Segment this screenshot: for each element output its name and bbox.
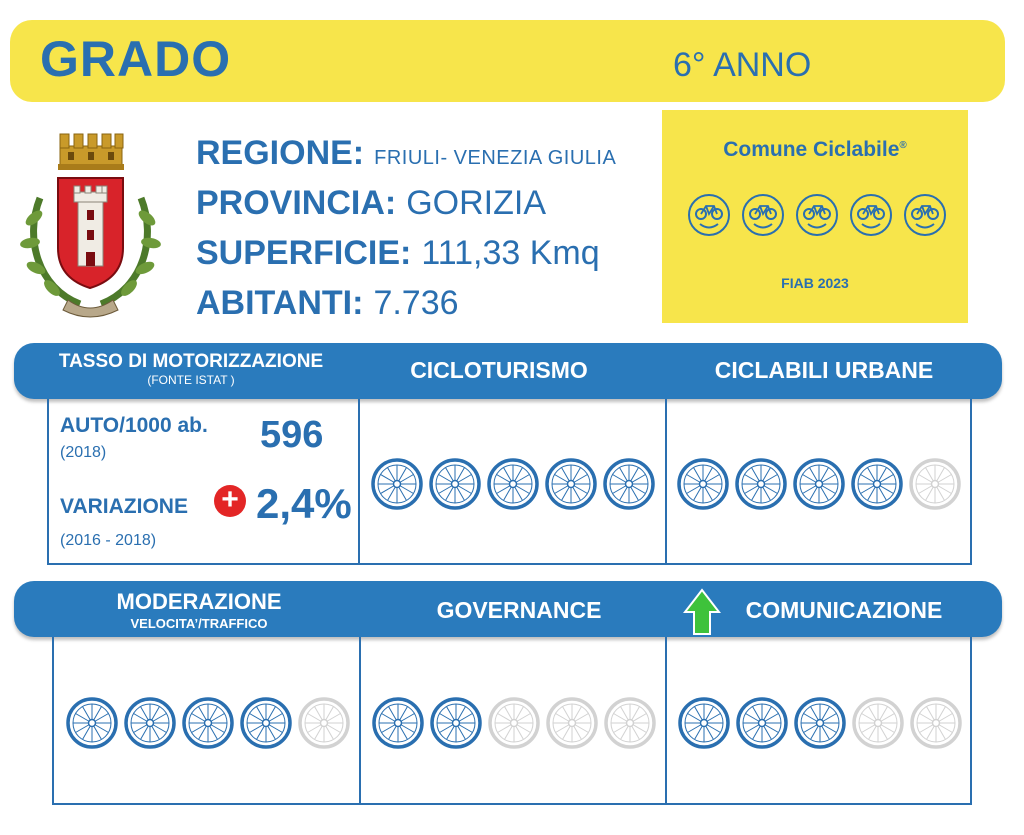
divider: [665, 399, 667, 563]
wheel-filled-icon: [793, 696, 847, 750]
wheel-filled-icon: [734, 457, 788, 511]
rating-moderazione: [65, 696, 355, 750]
info-provincia: [196, 184, 616, 234]
wheel-empty-icon: [603, 696, 657, 750]
regione-label: REGIONE:: [196, 134, 365, 172]
wheel-filled-icon: [65, 696, 119, 750]
superficie-value: 111,33 Kmq: [421, 234, 600, 272]
rating-ciclabili-urbane: [676, 457, 966, 511]
header-bar: [10, 20, 1005, 102]
smiling-bike-icon: [686, 192, 732, 238]
provincia-value: GORIZIA: [406, 184, 547, 222]
wheel-empty-icon: [851, 696, 905, 750]
abitanti-value: 7.736: [373, 284, 459, 322]
info-superficie: [196, 234, 616, 284]
auto-label: AUTO/1000 ab.: [60, 414, 208, 437]
wheel-filled-icon: [239, 696, 293, 750]
tasso-subtitle: (FONTE ISTAT ): [147, 373, 235, 387]
coat-of-arms-icon: [18, 128, 163, 323]
section2-header: [14, 581, 1002, 637]
auto-year: (2018): [60, 444, 107, 461]
wheel-filled-icon: [371, 696, 425, 750]
wheel-filled-icon: [544, 457, 598, 511]
town-info: [196, 134, 616, 334]
wheel-filled-icon: [792, 457, 846, 511]
divider: [665, 637, 667, 803]
ciclabili-title: CICLABILI URBANE: [714, 357, 934, 383]
badge-title: [662, 138, 968, 162]
trend-up-arrow-icon: [683, 588, 721, 636]
variazione-years: (2016 - 2018): [60, 532, 157, 549]
rating-cicloturismo: [370, 457, 660, 511]
wheel-filled-icon: [486, 457, 540, 511]
moderazione-subtitle: VELOCITA’/TRAFFICO: [130, 616, 268, 631]
cicloturismo-title: CICLOTURISMO: [410, 357, 588, 383]
variazione-value: 2,4%: [256, 480, 352, 527]
regione-value: FRIULI- VENEZIA GIULIA: [374, 147, 617, 169]
smiling-bike-icon: [740, 192, 786, 238]
badge-bike-icons: [686, 192, 948, 238]
badge-footer: FIAB 2023: [781, 275, 849, 291]
info-abitanti: [196, 284, 616, 334]
wheel-filled-icon: [370, 457, 424, 511]
comune-ciclabile-badge: [662, 110, 968, 323]
tasso-title: TASSO DI MOTORIZZAZIONE: [58, 351, 324, 372]
comunicazione-title: COMUNICAZIONE: [745, 597, 943, 623]
wheel-empty-icon: [908, 457, 962, 511]
variazione-label: VARIAZIONE: [60, 495, 188, 518]
plus-icon: +: [214, 485, 246, 517]
wheel-empty-icon: [487, 696, 541, 750]
wheel-filled-icon: [735, 696, 789, 750]
smiling-bike-icon: [794, 192, 840, 238]
abitanti-label: ABITANTI:: [196, 284, 364, 322]
auto-value: 596: [260, 414, 324, 456]
rating-governance: [371, 696, 661, 750]
wheel-filled-icon: [676, 457, 730, 511]
smiling-bike-icon: [902, 192, 948, 238]
divider: [358, 399, 360, 563]
superficie-label: SUPERFICIE:: [196, 234, 412, 272]
wheel-empty-icon: [545, 696, 599, 750]
moderazione-title: MODERAZIONE: [116, 589, 282, 614]
section1-header: [14, 343, 1002, 399]
info-regione: [196, 134, 616, 184]
governance-title: GOVERNANCE: [436, 597, 602, 623]
rating-comunicazione: [677, 696, 967, 750]
divider: [359, 637, 361, 803]
wheel-filled-icon: [428, 457, 482, 511]
badge-title-text: Comune Ciclabile: [723, 138, 900, 161]
wheel-filled-icon: [123, 696, 177, 750]
provincia-label: PROVINCIA:: [196, 184, 397, 222]
wheel-filled-icon: [602, 457, 656, 511]
wheel-filled-icon: [181, 696, 235, 750]
wheel-filled-icon: [850, 457, 904, 511]
wheel-empty-icon: [297, 696, 351, 750]
wheel-filled-icon: [429, 696, 483, 750]
town-name: GRADO: [40, 31, 232, 87]
wheel-filled-icon: [677, 696, 731, 750]
wheel-empty-icon: [909, 696, 963, 750]
smiling-bike-icon: [848, 192, 894, 238]
edition-year: 6° ANNO: [673, 46, 812, 84]
badge-registered-mark: ®: [899, 140, 907, 151]
